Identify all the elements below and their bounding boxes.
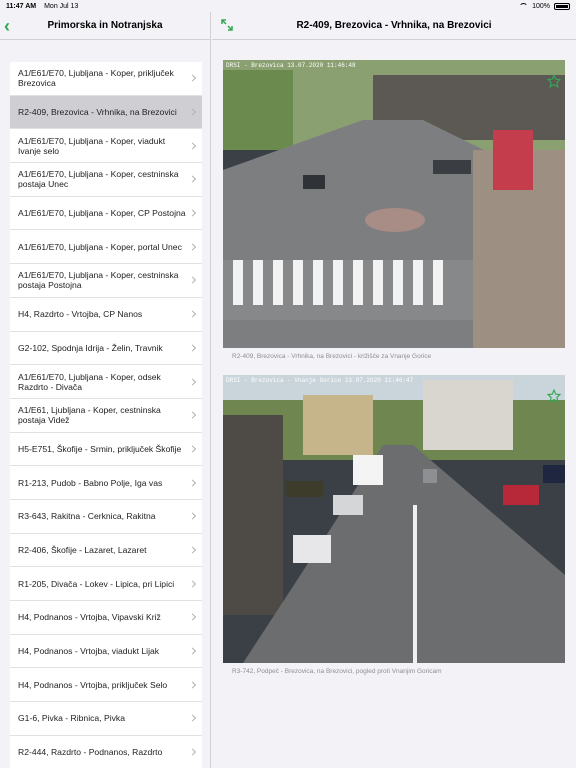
chevron-right-icon [189, 108, 196, 115]
list-item[interactable] [10, 230, 202, 264]
status-date: Mon Jul 13 [44, 2, 79, 10]
list-item[interactable] [10, 332, 202, 366]
battery-icon [554, 3, 570, 10]
status-right [519, 3, 570, 10]
list-item-label: G1-6, Pivka - Ribnica, Pivka [18, 713, 125, 724]
detail-title: R2-409, Brezovica - Vrhnika, na Brezovici [296, 20, 492, 31]
list-item-label: H4, Razdrto - Vrtojba, CP Nanos [18, 309, 143, 320]
list-item-label: R2-444, Razdrto - Podnanos, Razdrto [18, 747, 163, 758]
list-item-label: R1-213, Pudob - Babno Polje, Iga vas [18, 477, 163, 488]
sidebar-title: Primorska in Notranjska [47, 20, 163, 31]
status-bar [0, 0, 576, 12]
sidebar [0, 12, 211, 768]
expand-icon[interactable] [220, 18, 234, 32]
back-chevron-icon[interactable]: ‹ [4, 16, 10, 36]
list-item[interactable] [10, 96, 202, 130]
camera-timestamp: DRSI - Brezovica - Vnanje Gorice 13.07.2020 11:46:47 [226, 377, 414, 384]
chevron-right-icon [189, 546, 196, 553]
favorite-star-icon[interactable] [547, 389, 561, 403]
list-item[interactable] [10, 399, 202, 433]
list-item[interactable] [10, 197, 202, 231]
list-item[interactable] [10, 129, 202, 163]
list-item-label: R3-643, Rakitna - Cerknica, Rakitna [18, 511, 156, 522]
detail-pane [212, 12, 576, 768]
detail-header [212, 12, 576, 40]
list-item-label: H4, Podnanos - Vrtojba, Vipavski Križ [18, 612, 161, 623]
chevron-right-icon [189, 311, 196, 318]
list-item[interactable] [10, 298, 202, 332]
list-item-label: A1/E61/E70, Ljubljana - Koper, CP Postojna [18, 208, 186, 219]
list-item-label: R2-406, Škofije - Lazaret, Lazaret [18, 544, 147, 555]
camera-scene-2 [223, 375, 565, 663]
camera-image-2[interactable] [223, 375, 565, 663]
wifi-icon [519, 3, 528, 9]
list-item-label: H4, Podnanos - Vrtojba, viadukt Lijak [18, 646, 160, 657]
chevron-right-icon [189, 277, 196, 284]
list-item-label: A1/E61/E70, Ljubljana - Koper, portal Unec [18, 241, 182, 252]
list-item[interactable] [10, 264, 202, 298]
chevron-right-icon [189, 647, 196, 654]
list-item[interactable] [10, 365, 202, 399]
list-item[interactable] [10, 635, 202, 669]
chevron-right-icon [189, 580, 196, 587]
list-item[interactable] [10, 62, 202, 96]
chevron-right-icon [189, 75, 196, 82]
camera-list [10, 62, 202, 768]
list-item[interactable] [10, 466, 202, 500]
chevron-right-icon [189, 176, 196, 183]
list-item[interactable] [10, 534, 202, 568]
list-item-label: G2-102, Spodnja Idrija - Želin, Travnik [18, 342, 163, 353]
list-item-label: A1/E61/E70, Ljubljana - Koper, cestninska postaja Postojna [18, 270, 179, 291]
list-item[interactable] [10, 500, 202, 534]
chevron-right-icon [189, 243, 196, 250]
chevron-right-icon [189, 142, 196, 149]
list-item[interactable] [10, 702, 202, 736]
status-time: 11:47 AM [6, 2, 37, 10]
list-item[interactable] [10, 736, 202, 768]
chevron-right-icon [189, 614, 196, 621]
list-item[interactable] [10, 433, 202, 467]
list-item-label: H5-E751, Škofije - Srmin, priključek Škofije [18, 443, 182, 454]
list-item[interactable] [10, 163, 202, 197]
list-item-label: A1/E61/E70, Ljubljana - Koper, cestninska postaja Unec [18, 169, 179, 190]
camera-caption-2: R3-742, Podpeč - Brezovica, na Brezovici, pogled proti Vnanjim Goricam [232, 668, 442, 675]
favorite-star-icon[interactable] [547, 74, 561, 88]
chevron-right-icon [189, 479, 196, 486]
camera-caption-1: R2-409, Brezovica - Vrhnika, na Brezovici - križišče za Vnanje Gorice [232, 353, 432, 360]
chevron-right-icon [189, 681, 196, 688]
list-item[interactable] [10, 668, 202, 702]
chevron-right-icon [189, 749, 196, 756]
chevron-right-icon [189, 378, 196, 385]
chevron-right-icon [189, 210, 196, 217]
list-item-label: A1/E61, Ljubljana - Koper, cestninska postaja Videž [18, 405, 161, 426]
list-item-label: R1-205, Divača - Lokev - Lipica, pri Lipici [18, 578, 175, 589]
sidebar-header [0, 12, 210, 40]
list-item-label: A1/E61/E70, Ljubljana - Koper, priključek Brezovica [18, 68, 174, 89]
list-item-label: R2-409, Brezovica - Vrhnika, na Brezovici [18, 107, 177, 118]
camera-image-1[interactable] [223, 60, 565, 348]
list-item[interactable] [10, 601, 202, 635]
chevron-right-icon [189, 513, 196, 520]
chevron-right-icon [189, 412, 196, 419]
list-item-label: H4, Podnanos - Vrtojba, priključek Selo [18, 679, 168, 690]
list-item[interactable] [10, 567, 202, 601]
camera-timestamp: DRSI - Brezovica 13.07.2020 11:46:48 [226, 62, 356, 69]
chevron-right-icon [189, 445, 196, 452]
battery-percent: 100% [532, 2, 550, 10]
chevron-right-icon [189, 715, 196, 722]
chevron-right-icon [189, 344, 196, 351]
camera-scene-1 [223, 60, 565, 348]
list-item-label: A1/E61/E70, Ljubljana - Koper, viadukt Ivanje selo [18, 135, 166, 156]
list-item-label: A1/E61/E70, Ljubljana - Koper, odsek Razdrto - Divača [18, 371, 161, 392]
